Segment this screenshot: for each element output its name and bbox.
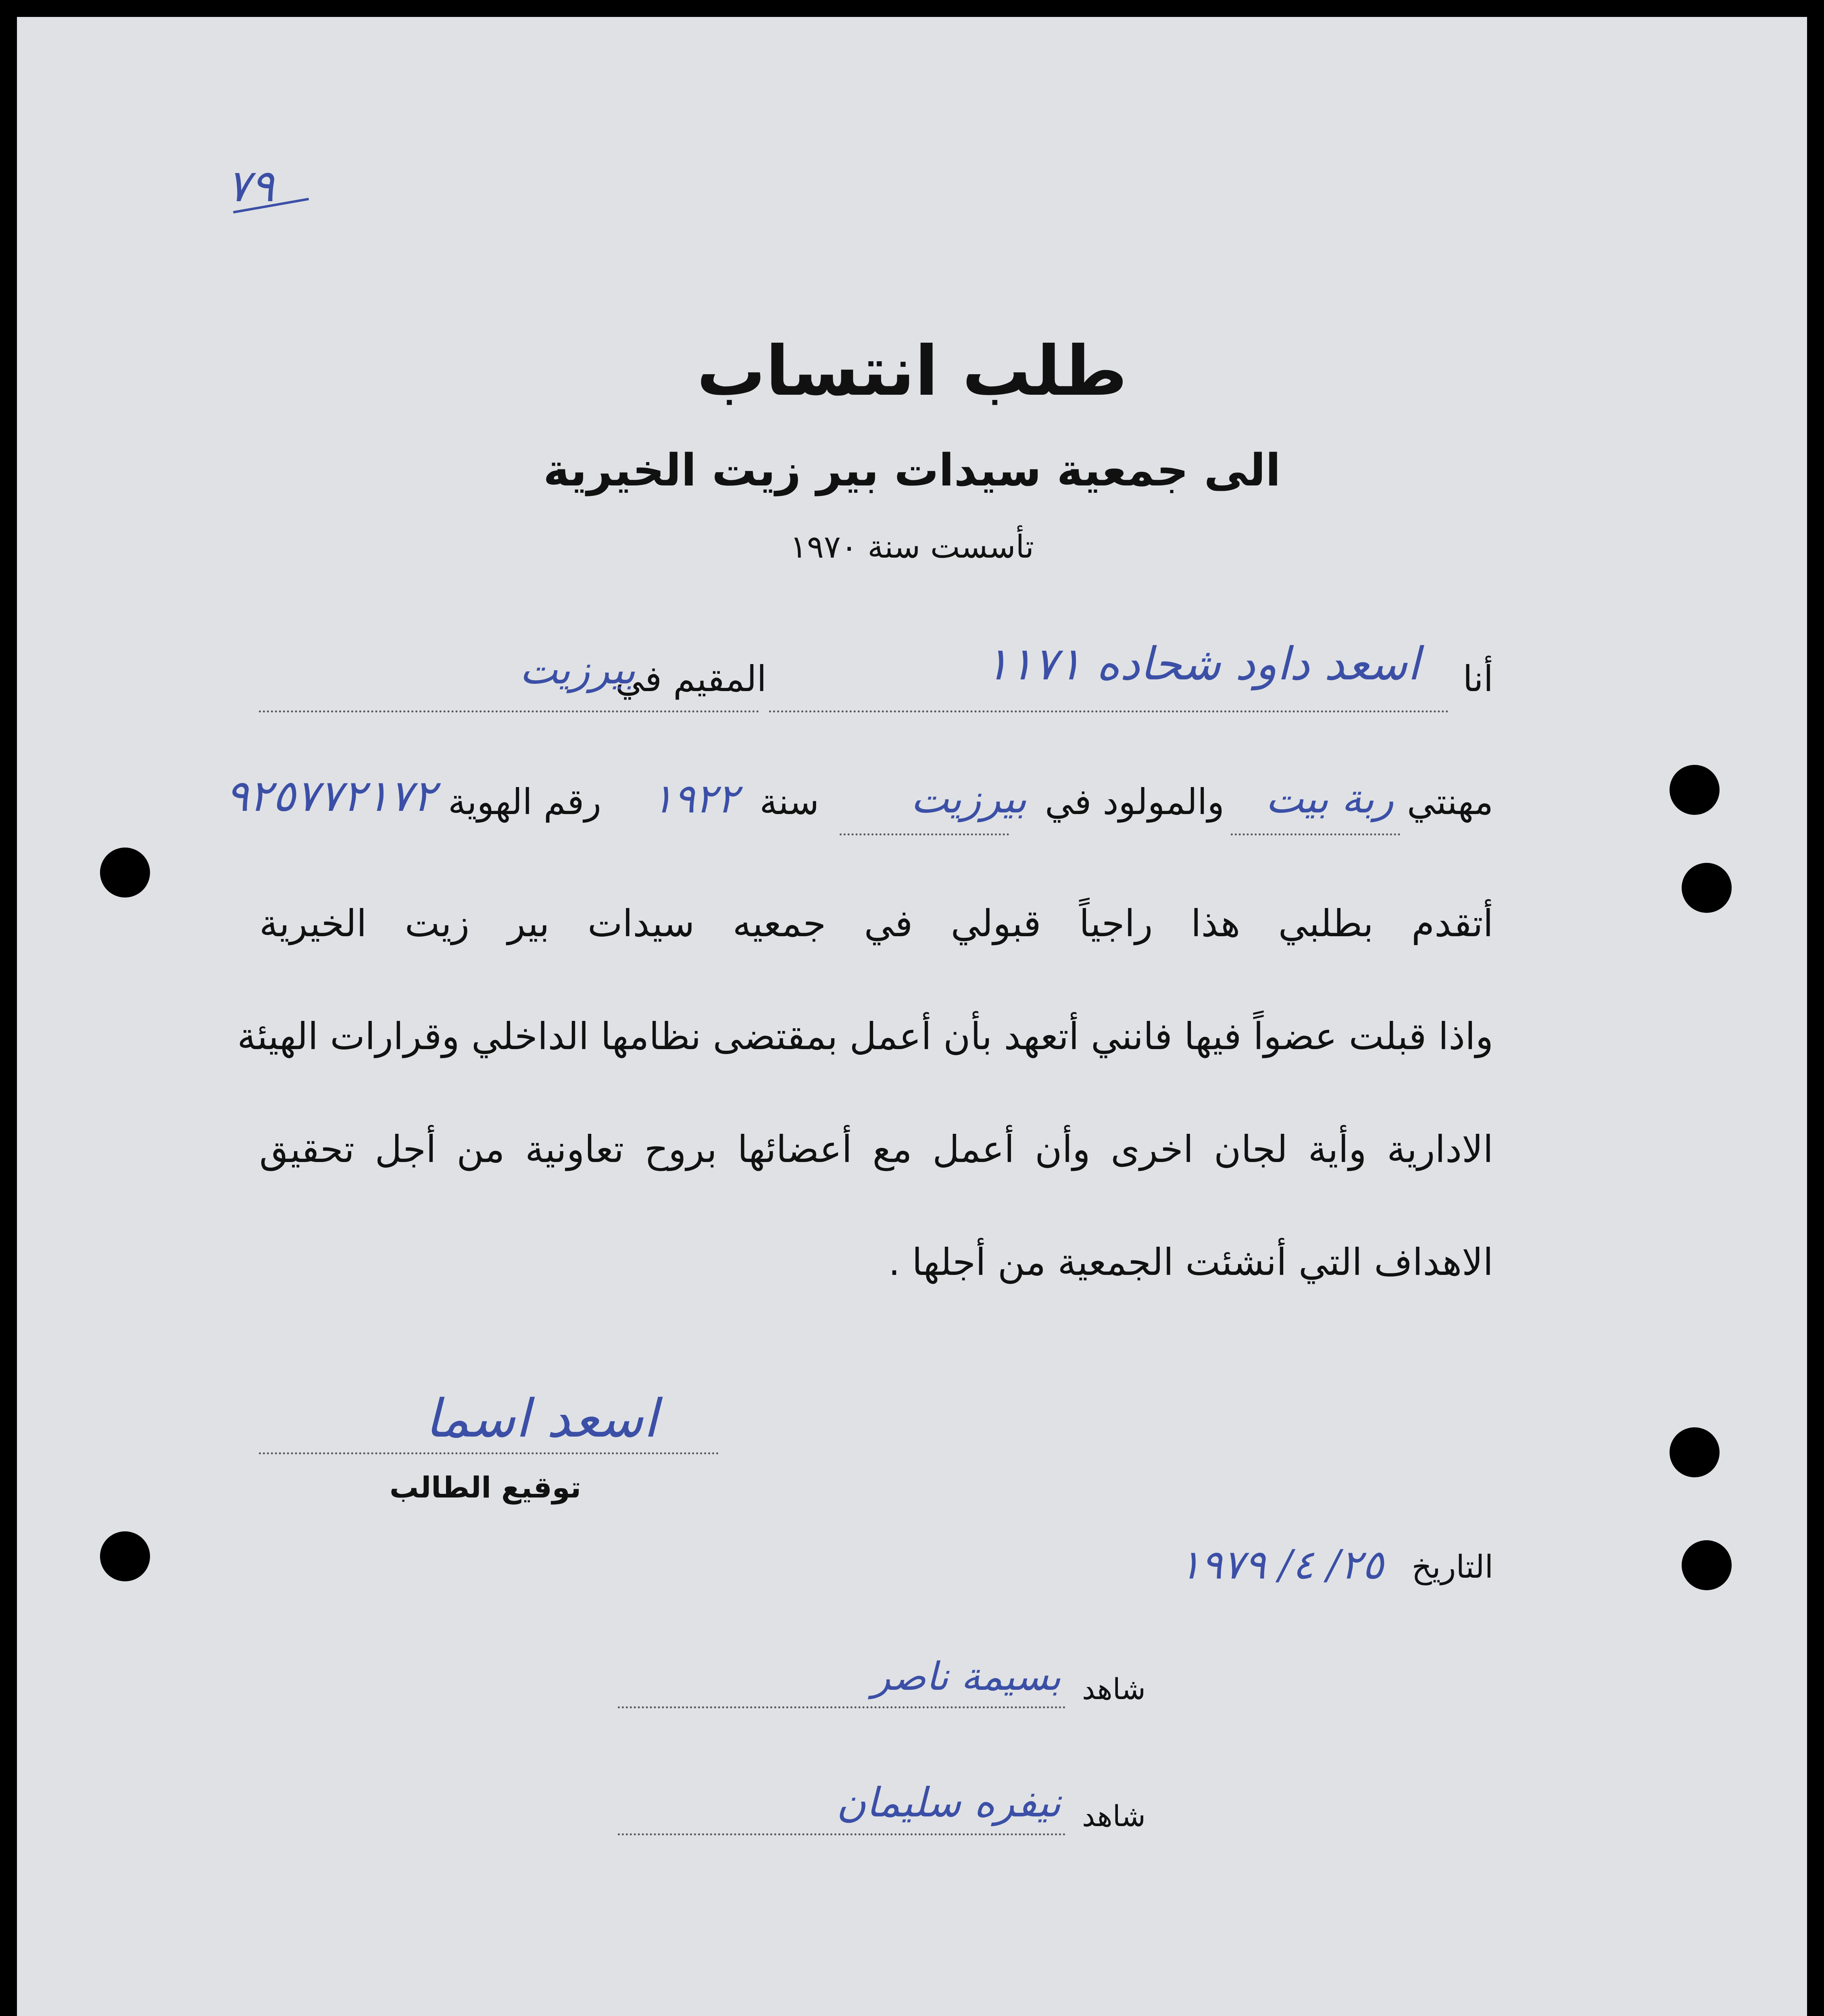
punch-hole	[1670, 1427, 1720, 1477]
witness-1-label: شاهد	[1082, 1672, 1146, 1706]
witness-1-line	[618, 1706, 1065, 1708]
date-value: ٢٥/ ٤/ ١٩٧٩	[1179, 1541, 1384, 1588]
resident-line	[259, 710, 759, 712]
punch-hole	[1670, 765, 1720, 815]
name-line	[769, 710, 1449, 712]
date-label: التاريخ	[1411, 1549, 1493, 1585]
year-label: سنة	[759, 781, 819, 823]
profession-value: ربة بيت	[1265, 775, 1394, 822]
witness-1-signature: بسيمة ناصر	[871, 1654, 1061, 1699]
resident-label: المقيم في	[615, 658, 767, 700]
profession-label: مهنتي	[1407, 781, 1493, 823]
punch-hole	[1682, 1540, 1732, 1590]
body-line-1: أتقدم بطلبي هذا راجياً قبولي في جمعيه سيدات بير زيت الخيرية	[259, 902, 1493, 945]
born-label: والمولود في	[1045, 781, 1224, 823]
body-line-2: واذا قبلت عضواً فيها فانني أتعهد بأن أعمل بمقتضى نظامها الداخلي وقرارات الهيئة	[237, 1015, 1493, 1058]
resident-value: بيرزيت	[519, 646, 636, 693]
witness-2-signature: نيفره سليمان	[836, 1779, 1061, 1826]
body-line-4: الاهداف التي أنشئت الجمعية من أجلها .	[888, 1241, 1493, 1284]
signature-label: توقيع الطالب	[389, 1470, 581, 1504]
punch-hole	[1682, 863, 1732, 913]
id-value: ٩٢٥٧٧٢١٧٢	[225, 771, 436, 821]
profession-line	[1231, 833, 1400, 835]
punch-hole	[100, 848, 150, 898]
witness-2-label: شاهد	[1082, 1799, 1146, 1833]
page-number: ٧٩	[227, 160, 275, 212]
applicant-signature: اسعد اسما	[425, 1388, 658, 1449]
born-value: بيرزيت	[911, 775, 1027, 822]
witness-2-line	[618, 1833, 1065, 1835]
born-line	[840, 833, 1009, 835]
form-title: طلب انتساب	[696, 331, 1128, 411]
signature-line	[259, 1452, 719, 1454]
year-value: ١٩٢٢	[652, 775, 738, 822]
form-subtitle: الى جمعية سيدات بير زيت الخيرية	[543, 444, 1281, 496]
name-value: اسعد داود شحاده ١١٧١	[985, 638, 1420, 690]
id-label: رقم الهوية	[448, 781, 601, 823]
application-form-page	[17, 17, 1807, 2016]
ana-label: أنا	[1463, 658, 1493, 700]
punch-hole	[100, 1531, 150, 1581]
body-line-3: الادارية وأية لجان اخرى وأن أعمل مع أعضائها بروح تعاونية من أجل تحقيق	[259, 1128, 1493, 1171]
established-line: تأسست سنة ١٩٧٠	[790, 529, 1034, 565]
